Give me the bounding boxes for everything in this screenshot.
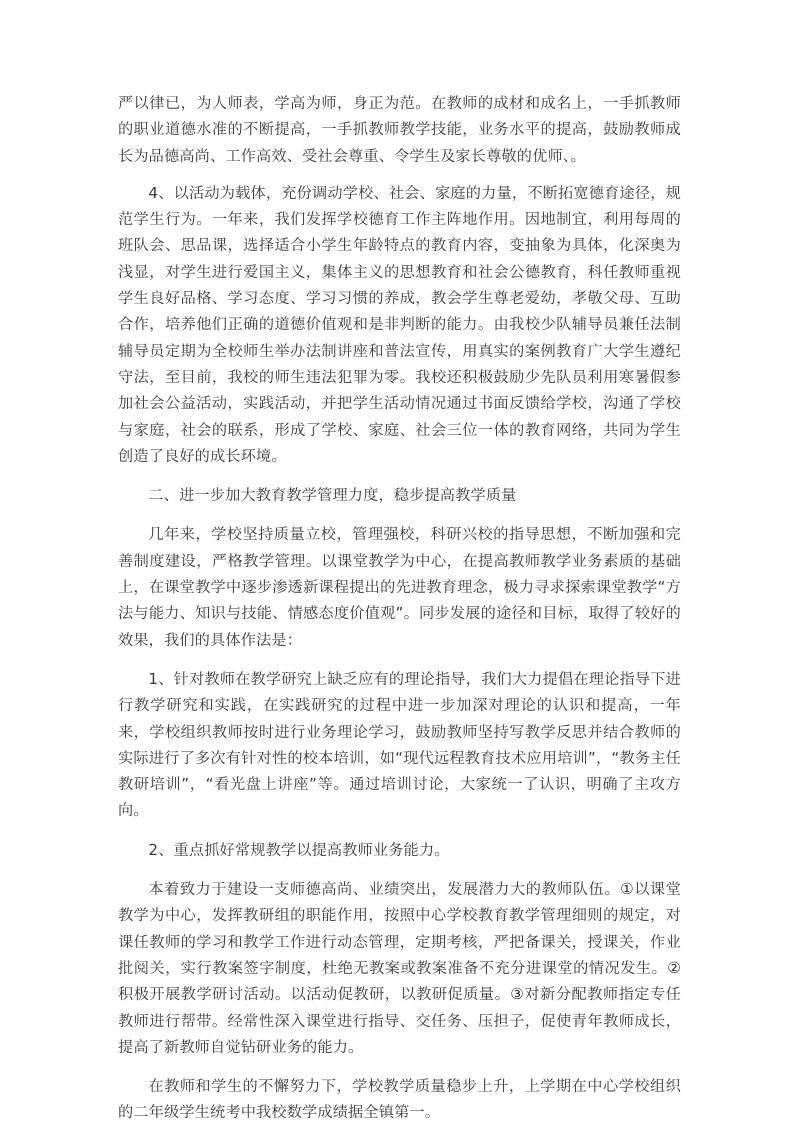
paragraph-teacher-team: 本着致力于建设一支师德高尚、业绩突出，发展潜力大的教师队伍。①以课堂教学为中心，发挥教研组的职能作用，按照中心学校教育教学管理细则的规定，对课任教师的学习和教学工作进行动态管理，定期考核，严把备课关，授课关，作业批阅关，实行教案签字制度，杜绝无教案或教案准备不充分进课堂的情况发生。②积极开展教学研讨活动。以活动促教研，以教研促质量。③对新分配教师指定专任教师进行帮带。经常性深入课堂进行指导、交任务、压担子，促使青年教师成长，提高了新教师自觉钻研业务的能力。 [118, 880, 681, 1056]
paragraph-results: 在教师和学生的不懈努力下，学校教学质量稳步上升，上学期在中心学校组织的二年级学生统考中我校数学成绩据全镇第一。 [118, 1077, 681, 1122]
paragraph-list-item-2: 2、重点抓好常规教学以提高教师业务能力。 [148, 840, 450, 859]
paragraph-list-item-4: 4、以活动为载体，充份调动学校、社会、家庭的力量，不断拓宽德育途径，规范学生行为。一年来，我们发挥学校德育工作主阵地作用。因地制宜，利用每周的班队会、思品课，选择适合小学生年龄特点的教育内容，变抽象为具体，化深奥为浅显，对学生进行爱国主义，集体主义的思想教育和社会公德教育，科任教师重视学生良好品格、学习态度、学习习惯的养成，教会学生尊老爱幼，孝敬父母、互助合作，培养他们正确的道德价值观和是非判断的能力。由我校少队辅导员兼任法制辅导员定期为全校师生举办法制讲座和普法宣传，用真实的案例教育广大学生遵纪守法，至目前，我校的师生违法犯罪为零。我校还积极鼓励少先队员利用寒暑假参加社会公益活动，实践活动，并把学生活动情况通过书面反馈给学校，沟通了学校与家庭，社会的联系，形成了学校、家庭、社会三位一体的教育网络，共同为学生创造了良好的成长环境。 [118, 183, 681, 465]
paragraph-overview: 几年来，学校坚持质量立校，管理强校，科研兴校的指导思想，不断加强和完善制度建设，严格教学管理。以课堂教学为中心，在提高教师教学业务素质的基础上，在课堂教学中逐步渗透新课程提出的先进教育理念，极力寻求探索课堂教学“方法与能力、知识与技能、情感态度价值观”。同步发展的途径和目标，取得了较好的效果，我们的具体作法是： [118, 525, 681, 649]
document-text-body [118, 90, 681, 1126]
paragraph-list-item-1: 1、针对教师在教学研究上缺乏应有的理论指导，我们大力提倡在理论指导下进行教学研究和实践，在实践研究的过程中进一步加深对理论的认识和提高，一年来，学校组织教师按时进行业务理论学习，鼓励教师坚持写教学反思并结合教师的实际进行了多次有针对性的校本培训，如“现代远程教育技术应用培训”，“教务主任教研培训”，“看光盘上讲座”等。通过培训讨论，大家统一了认识，明确了主攻方向。 [118, 669, 681, 820]
section-heading-two: 二、进一步加大教育教学管理力度，稳步提高教学质量 [148, 486, 517, 505]
paragraph-continuation: 严以律已，为人师表，学高为师，身正为范。在教师的成材和成名上，一手抓教师的职业道德水准的不断提高，一手抓教师教学技能，业务水平的提高，鼓励教师成长为品德高尚、工作高效、受社会尊重、令学生及家长尊敬的优师、。 [118, 94, 681, 165]
